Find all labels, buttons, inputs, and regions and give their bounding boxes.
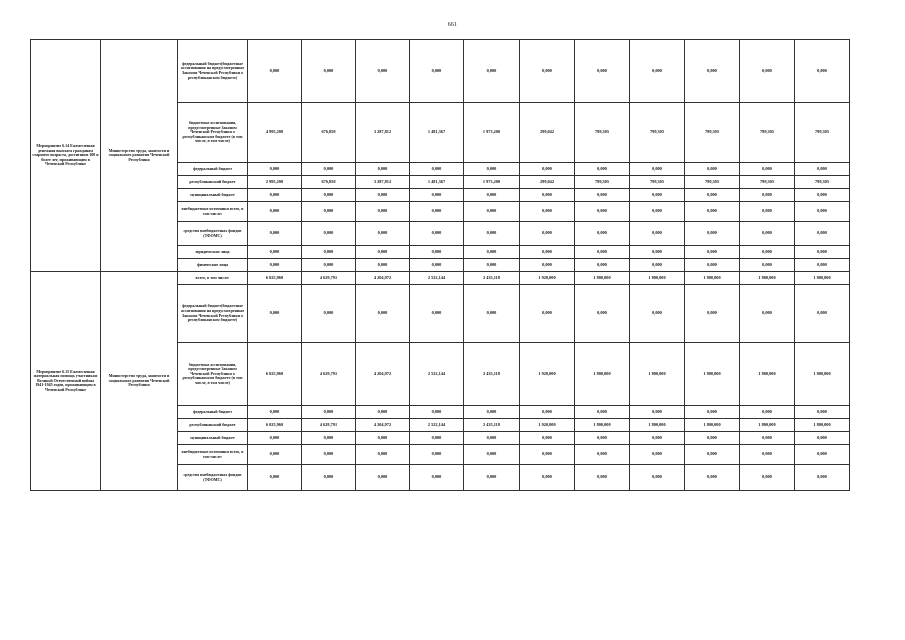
- amount-cell: 0,000: [356, 189, 410, 202]
- amount-cell: 4 629,791: [302, 419, 356, 432]
- amount-cell: 799,305: [630, 103, 685, 163]
- funding-source-cell: средства внебюджетных фондов (ТФОМС): [178, 222, 248, 246]
- amount-cell: 0,000: [740, 246, 795, 259]
- amount-cell: 3 287,812: [356, 176, 410, 189]
- amount-cell: 0,000: [520, 406, 575, 419]
- funding-source-cell: всего, в том числе:: [178, 272, 248, 285]
- amount-cell: 1 800,000: [795, 419, 850, 432]
- amount-cell: 0,000: [685, 222, 740, 246]
- amount-cell: 2 522,144: [410, 343, 464, 406]
- amount-cell: 0,000: [356, 285, 410, 343]
- executor-cell: Министерство труда, занятости и социального развития Чеченской Республики: [101, 272, 178, 491]
- amount-cell: 0,000: [410, 189, 464, 202]
- amount-cell: 0,000: [302, 285, 356, 343]
- amount-cell: 799,305: [685, 176, 740, 189]
- amount-cell: 0,000: [464, 246, 520, 259]
- amount-cell: 0,000: [248, 259, 302, 272]
- amount-cell: 0,000: [685, 163, 740, 176]
- amount-cell: 0,000: [795, 163, 850, 176]
- amount-cell: 0,000: [464, 40, 520, 103]
- amount-cell: 1 800,000: [575, 272, 630, 285]
- amount-cell: 1 800,000: [630, 419, 685, 432]
- amount-cell: 0,000: [795, 285, 850, 343]
- amount-cell: 1 800,000: [575, 419, 630, 432]
- amount-cell: 0,000: [630, 406, 685, 419]
- amount-cell: 0,000: [356, 406, 410, 419]
- amount-cell: 1 800,000: [575, 343, 630, 406]
- amount-cell: 0,000: [302, 246, 356, 259]
- amount-cell: 0,000: [302, 202, 356, 222]
- amount-cell: 0,000: [248, 189, 302, 202]
- amount-cell: 1 800,000: [685, 272, 740, 285]
- amount-cell: 0,000: [464, 202, 520, 222]
- amount-cell: 0,000: [740, 163, 795, 176]
- amount-cell: 1 481,367: [410, 176, 464, 189]
- amount-cell: 0,000: [248, 222, 302, 246]
- amount-cell: 1 920,000: [520, 419, 575, 432]
- amount-cell: 2 435,118: [464, 343, 520, 406]
- amount-cell: 0,000: [740, 432, 795, 445]
- amount-cell: 0,000: [248, 432, 302, 445]
- amount-cell: 0,000: [795, 445, 850, 465]
- amount-cell: 0,000: [410, 222, 464, 246]
- amount-cell: 299,042: [520, 103, 575, 163]
- amount-cell: 0,000: [464, 222, 520, 246]
- funding-source-cell: федеральный бюджет: [178, 163, 248, 176]
- amount-cell: 0,000: [464, 259, 520, 272]
- amount-cell: 0,000: [464, 163, 520, 176]
- amount-cell: 0,000: [520, 40, 575, 103]
- amount-cell: 1 800,000: [740, 272, 795, 285]
- amount-cell: 0,000: [302, 189, 356, 202]
- amount-cell: 0,000: [520, 163, 575, 176]
- funding-source-cell: республиканский бюджет: [178, 176, 248, 189]
- amount-cell: 0,000: [740, 189, 795, 202]
- amount-cell: 0,000: [630, 432, 685, 445]
- table-row: [31, 40, 850, 103]
- amount-cell: 0,000: [520, 445, 575, 465]
- funding-source-cell: внебюджетные источники всего, в том числе:: [178, 202, 248, 222]
- amount-cell: 0,000: [356, 259, 410, 272]
- amount-cell: 0,000: [464, 465, 520, 491]
- amount-cell: 0,000: [356, 163, 410, 176]
- funding-source-cell: физические лица: [178, 259, 248, 272]
- amount-cell: 1 800,000: [630, 343, 685, 406]
- amount-cell: 0,000: [575, 246, 630, 259]
- amount-cell: 0,000: [520, 465, 575, 491]
- amount-cell: 0,000: [410, 445, 464, 465]
- amount-cell: 0,000: [630, 246, 685, 259]
- amount-cell: 0,000: [795, 202, 850, 222]
- amount-cell: 0,000: [356, 222, 410, 246]
- amount-cell: 799,305: [795, 176, 850, 189]
- amount-cell: 0,000: [302, 432, 356, 445]
- amount-cell: 0,000: [520, 432, 575, 445]
- amount-cell: 1 800,000: [740, 419, 795, 432]
- amount-cell: 0,000: [630, 40, 685, 103]
- amount-cell: 3 287,812: [356, 103, 410, 163]
- amount-cell: 0,000: [248, 163, 302, 176]
- amount-cell: 6 025,960: [248, 272, 302, 285]
- amount-cell: 0,000: [685, 465, 740, 491]
- amount-cell: 0,000: [740, 259, 795, 272]
- amount-cell: 799,305: [575, 176, 630, 189]
- amount-cell: 0,000: [356, 465, 410, 491]
- page-number: 661: [447, 22, 458, 28]
- amount-cell: 0,000: [630, 163, 685, 176]
- amount-cell: 799,305: [685, 103, 740, 163]
- amount-cell: 0,000: [795, 189, 850, 202]
- amount-cell: 0,000: [740, 465, 795, 491]
- amount-cell: 0,000: [630, 465, 685, 491]
- amount-cell: 0,000: [575, 465, 630, 491]
- amount-cell: 6 025,960: [248, 343, 302, 406]
- amount-cell: 0,000: [302, 40, 356, 103]
- amount-cell: 0,000: [740, 445, 795, 465]
- measure-name-cell: Мероприятие 6.14 Ежемесячная денежная выплата гражданам старшего возраста, достигшим 100 и более лет, проживающим в Чеченской Республике: [31, 40, 101, 272]
- amount-cell: 0,000: [410, 202, 464, 222]
- amount-cell: 0,000: [685, 246, 740, 259]
- amount-cell: 4 204,972: [356, 343, 410, 406]
- amount-cell: 0,000: [575, 40, 630, 103]
- amount-cell: 0,000: [740, 406, 795, 419]
- amount-cell: 0,000: [356, 40, 410, 103]
- amount-cell: 6 025,960: [248, 419, 302, 432]
- amount-cell: 1 481,367: [410, 103, 464, 163]
- amount-cell: 0,000: [575, 445, 630, 465]
- amount-cell: 1 800,000: [795, 343, 850, 406]
- budget-table: [30, 39, 850, 491]
- amount-cell: 1 800,000: [740, 343, 795, 406]
- amount-cell: 0,000: [575, 259, 630, 272]
- amount-cell: 0,000: [685, 40, 740, 103]
- amount-cell: 1 800,000: [630, 272, 685, 285]
- amount-cell: 1 800,000: [795, 272, 850, 285]
- amount-cell: 799,305: [575, 103, 630, 163]
- funding-source-cell: внебюджетные источники всего, в том числе:: [178, 445, 248, 465]
- funding-source-cell: муниципальный бюджет: [178, 432, 248, 445]
- amount-cell: 0,000: [575, 285, 630, 343]
- amount-cell: 0,000: [464, 189, 520, 202]
- amount-cell: 4 629,791: [302, 343, 356, 406]
- amount-cell: 4 204,972: [356, 272, 410, 285]
- amount-cell: 0,000: [410, 465, 464, 491]
- amount-cell: 2 435,118: [464, 272, 520, 285]
- funding-source-cell: федеральный бюджет: [178, 406, 248, 419]
- amount-cell: 1 973,200: [464, 103, 520, 163]
- amount-cell: 0,000: [575, 406, 630, 419]
- amount-cell: 0,000: [630, 445, 685, 465]
- amount-cell: 0,000: [795, 259, 850, 272]
- measure-name-cell: Мероприятие 6.15 Ежемесячная материальная помощь участникам Великой Отечественной войны 1941-1945 годов, проживающим в Чеченской Республике: [31, 272, 101, 491]
- funding-source-cell: федеральный бюджет(бюджетные ассигнования на предусмотренные Законом Чеченской Республики о республиканском бюджете): [178, 40, 248, 103]
- amount-cell: 0,000: [302, 465, 356, 491]
- amount-cell: 676,850: [302, 176, 356, 189]
- amount-cell: 0,000: [740, 285, 795, 343]
- amount-cell: 0,000: [685, 445, 740, 465]
- amount-cell: 0,000: [410, 432, 464, 445]
- amount-cell: 0,000: [795, 465, 850, 491]
- amount-cell: 0,000: [685, 259, 740, 272]
- amount-cell: 0,000: [410, 285, 464, 343]
- amount-cell: 2 522,144: [410, 419, 464, 432]
- amount-cell: 0,000: [248, 406, 302, 419]
- funding-source-cell: бюджетные ассигнования, предусмотренные Законом Чеченской Республики о республиканском бюджете (в том числе, в том числе): [178, 103, 248, 163]
- amount-cell: 0,000: [248, 202, 302, 222]
- amount-cell: 4 629,791: [302, 272, 356, 285]
- amount-cell: 799,305: [740, 103, 795, 163]
- amount-cell: 0,000: [520, 222, 575, 246]
- funding-source-cell: республиканский бюджет: [178, 419, 248, 432]
- amount-cell: 0,000: [795, 406, 850, 419]
- funding-source-cell: федеральный бюджет(бюджетные ассигнования на предусмотренные Законом Чеченской Республики о республиканском бюджете): [178, 285, 248, 343]
- amount-cell: 0,000: [520, 202, 575, 222]
- amount-cell: 0,000: [248, 445, 302, 465]
- amount-cell: 0,000: [356, 432, 410, 445]
- amount-cell: 0,000: [302, 445, 356, 465]
- amount-cell: 0,000: [410, 246, 464, 259]
- funding-source-cell: бюджетные ассигнования, предусмотренные Законом Чеченской Республики о республиканском бюджете (в том числе, в том числе): [178, 343, 248, 406]
- amount-cell: 0,000: [630, 222, 685, 246]
- amount-cell: 0,000: [520, 189, 575, 202]
- amount-cell: 0,000: [575, 189, 630, 202]
- amount-cell: 2 522,144: [410, 272, 464, 285]
- table-row: [31, 272, 850, 285]
- funding-source-cell: средства внебюджетных фондов (ТФОМС): [178, 465, 248, 491]
- amount-cell: 0,000: [464, 285, 520, 343]
- amount-cell: 0,000: [248, 285, 302, 343]
- executor-cell: Министерство труда, занятости и социального развития Чеченской Республики: [101, 40, 178, 272]
- amount-cell: 0,000: [356, 246, 410, 259]
- amount-cell: 2 995,200: [248, 176, 302, 189]
- amount-cell: 4 995,200: [248, 103, 302, 163]
- amount-cell: 2 435,118: [464, 419, 520, 432]
- amount-cell: 0,000: [575, 222, 630, 246]
- amount-cell: 0,000: [685, 202, 740, 222]
- amount-cell: 299,042: [520, 176, 575, 189]
- amount-cell: 0,000: [630, 259, 685, 272]
- amount-cell: 0,000: [630, 189, 685, 202]
- amount-cell: 0,000: [410, 40, 464, 103]
- funding-source-cell: юридические лица: [178, 246, 248, 259]
- amount-cell: 0,000: [575, 202, 630, 222]
- amount-cell: 0,000: [795, 40, 850, 103]
- amount-cell: 1 800,000: [685, 419, 740, 432]
- amount-cell: 0,000: [740, 222, 795, 246]
- amount-cell: 0,000: [685, 285, 740, 343]
- amount-cell: 0,000: [740, 40, 795, 103]
- amount-cell: 0,000: [464, 432, 520, 445]
- amount-cell: 0,000: [410, 163, 464, 176]
- amount-cell: 0,000: [302, 406, 356, 419]
- amount-cell: 0,000: [248, 465, 302, 491]
- amount-cell: 0,000: [740, 202, 795, 222]
- amount-cell: 0,000: [302, 163, 356, 176]
- amount-cell: 0,000: [685, 189, 740, 202]
- amount-cell: 0,000: [685, 406, 740, 419]
- funding-source-cell: муниципальный бюджет: [178, 189, 248, 202]
- amount-cell: 0,000: [575, 432, 630, 445]
- amount-cell: 0,000: [520, 259, 575, 272]
- amount-cell: 0,000: [302, 259, 356, 272]
- amount-cell: 1 920,000: [520, 272, 575, 285]
- amount-cell: 0,000: [520, 246, 575, 259]
- amount-cell: 676,850: [302, 103, 356, 163]
- amount-cell: 799,305: [795, 103, 850, 163]
- amount-cell: 1 973,200: [464, 176, 520, 189]
- amount-cell: 0,000: [356, 202, 410, 222]
- amount-cell: 0,000: [464, 445, 520, 465]
- amount-cell: 0,000: [248, 40, 302, 103]
- amount-cell: 0,000: [520, 285, 575, 343]
- amount-cell: 0,000: [630, 202, 685, 222]
- amount-cell: 0,000: [795, 246, 850, 259]
- amount-cell: 0,000: [464, 406, 520, 419]
- amount-cell: 799,305: [740, 176, 795, 189]
- amount-cell: 0,000: [302, 222, 356, 246]
- amount-cell: 0,000: [685, 432, 740, 445]
- amount-cell: 1 800,000: [685, 343, 740, 406]
- amount-cell: 799,305: [630, 176, 685, 189]
- amount-cell: 0,000: [575, 163, 630, 176]
- amount-cell: 0,000: [356, 445, 410, 465]
- amount-cell: 0,000: [248, 246, 302, 259]
- amount-cell: 0,000: [410, 259, 464, 272]
- amount-cell: 0,000: [410, 406, 464, 419]
- amount-cell: 0,000: [795, 222, 850, 246]
- amount-cell: 1 920,000: [520, 343, 575, 406]
- amount-cell: 0,000: [795, 432, 850, 445]
- amount-cell: 4 204,972: [356, 419, 410, 432]
- amount-cell: 0,000: [630, 285, 685, 343]
